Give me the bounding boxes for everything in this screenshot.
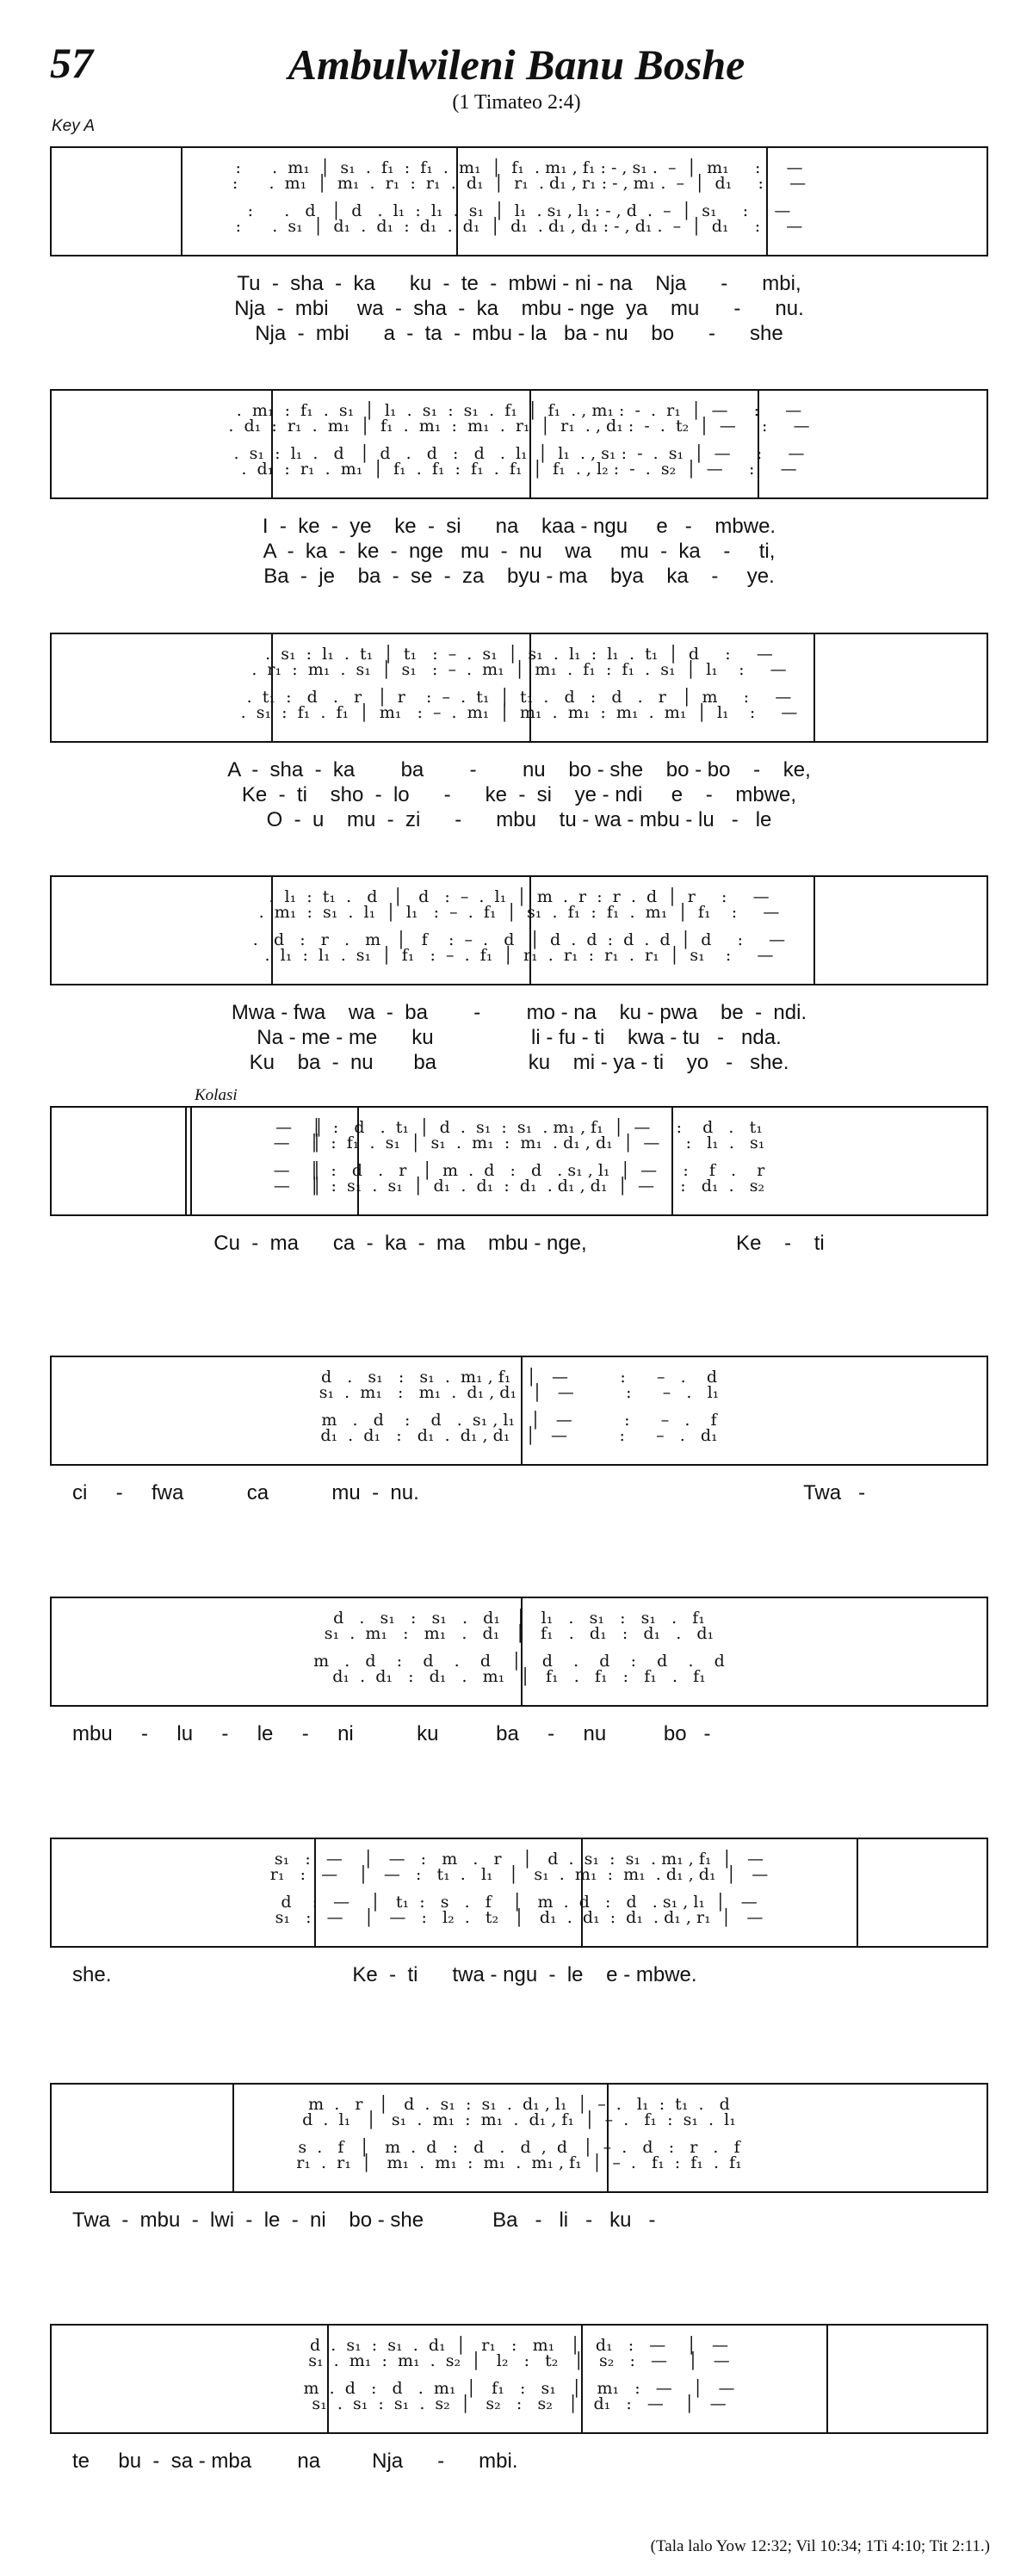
- solfa-voice-row: . m₁ : s₁ . l₁ │ l₁ : – . f₁ │ s₁ . f₁ : f₁ . m₁ │ f₁ : —: [258, 903, 780, 922]
- music-system: [50, 2083, 988, 2193]
- solfa-voice-row: s₁ . m₁ : m₁ . d₁ │ f₁ . d₁ : d₁ . d₁: [324, 1624, 714, 1643]
- lyrics-block: [50, 1000, 988, 1075]
- lyric-line: ci - fwa ca mu - nu. Twa -: [72, 1481, 866, 1504]
- footnote-references: (Tala lalo Yow 12:32; Vil 10:34; 1Ti 4:10; Tit 2:11.): [650, 2537, 990, 2555]
- music-system: [50, 1356, 988, 1466]
- solfa-voice-row: d . s₁ : s₁ . m₁ , f₁ │ — : – . d: [320, 1368, 718, 1387]
- solfa-voice-row: . m₁ : f₁ . s₁ │ l₁ . s₁ : s₁ . f₁ │ f₁ . , m₁ : - . r₁ │ — : —: [236, 401, 802, 420]
- solfa-voice-row: : . m₁ │ s₁ . f₁ : f₁ . m₁ │ f₁ . m₁ , f₁ : - , s₁ . – │ m₁ : —: [235, 158, 803, 177]
- solfa-voice-row: d . s₁ : s₁ . d₁ │ l₁ . s₁ : s₁ . f₁: [333, 1609, 705, 1628]
- lyric-line: Ba - je ba - se - za byu - ma bya ka - ye.: [263, 565, 775, 588]
- music-system: [50, 146, 988, 256]
- solfa-voice-row: m . d : d . s₁ , l₁ │ — : – . f: [321, 1411, 717, 1430]
- lyric-line: Cu - ma ca - ka - ma mbu - nge, Ke - ti: [213, 1232, 825, 1255]
- solfa-voice-row: s₁ . m₁ : m₁ . s₂ │ l₂ : t₂ │ s₂ : — │ —: [308, 2351, 730, 2370]
- chorus-label: Kolasi: [195, 1086, 238, 1104]
- music-system: [50, 633, 988, 743]
- solfa-voice-row: : . s₁ │ d₁ . d₁ : d₁ . d₁ │ d₁ . d₁ , d₁ : - , d₁ . – │ d₁ : —: [235, 217, 803, 236]
- solfa-voice-row: — ║ : f₁ . s₁ │ s₁ . m₁ : m₁ . d₁ , d₁ │ — : l₁ . s₁: [273, 1134, 765, 1152]
- hymn-title: Ambulwileni Banu Boshe: [288, 40, 745, 89]
- solfa-voice-row: m . d : d . m₁ │ f₁ : s₁ │ m₁ : — │ —: [303, 2379, 735, 2398]
- lyric-line: Tu - sha - ka ku - te - mbwi - ni - na Nja - mbi,: [237, 272, 801, 295]
- lyrics-block: [50, 1231, 988, 1256]
- lyric-line: Nja - mbi a - ta - mbu - la ba - nu bo - she: [255, 322, 783, 345]
- lyrics-block: [50, 2208, 988, 2233]
- solfa-voice-row: r₁ . r₁ │ m₁ . m₁ : m₁ . m₁ , f₁ │ – . f₁ : f₁ . f₁: [296, 2153, 742, 2172]
- music-system: [50, 1106, 988, 1216]
- lyrics-block: [50, 2449, 988, 2474]
- scripture-reference: (1 Timateo 2:4): [452, 91, 581, 114]
- solfa-voice-row: m . r │ d . s₁ : s₁ . d₁ , l₁ │ – . l₁ : t₁ . d: [308, 2095, 730, 2114]
- solfa-voice-row: d . s₁ : s₁ . d₁ │ r₁ : m₁ │ d₁ : — │ —: [309, 2336, 729, 2355]
- solfa-voice-row: — ║ : s₁ . s₁ │ d₁ . d₁ : d₁ . d₁ , d₁ │ — : d₁ . s₂: [273, 1177, 765, 1195]
- music-system: [50, 1597, 988, 1707]
- solfa-voice-row: . t₁ : d . r │ r : – . t₁ │ t₁ . d : d . r │ m : —: [246, 688, 792, 707]
- lyrics-block: [50, 757, 988, 832]
- lyrics-block: [50, 1721, 988, 1746]
- solfa-voice-row: . d : r . m │ f : – . d │ d . d : d . d │ d : —: [252, 930, 786, 949]
- music-system: [50, 2324, 988, 2434]
- solfa-voice-row: — ║ : d . r │ m . d : d . s₁ , l₁ │ — : f . r: [273, 1161, 765, 1180]
- lyric-line: I - ke - ye ke - si na kaa - ngu e - mbwe.: [262, 515, 776, 538]
- lyric-line: Ke - ti sho - lo - ke - si ye - ndi e - mbwe,: [241, 783, 797, 806]
- solfa-voice-row: : . m₁ │ m₁ . r₁ : r₁ . d₁ │ r₁ . d₁ , r₁ : - , m₁ . – │ d₁ : —: [232, 174, 807, 193]
- solfa-voice-row: s₁ . m₁ : m₁ . d₁ , d₁ │ — : – . l₁: [319, 1383, 720, 1402]
- solfa-voice-row: m . d : d . d │ d . d : d . d: [313, 1652, 725, 1671]
- solfa-voice-row: d₁ . d₁ : d₁ . d₁ , d₁ │ — : – . d₁: [320, 1426, 718, 1445]
- solfa-voice-row: . l₁ : t₁ . d │ d : – . l₁ │ m . r : r . d │ r : —: [269, 887, 770, 906]
- lyric-line: O - u mu - zi - mbu tu - wa - mbu - lu - le: [266, 808, 772, 831]
- solfa-voice-row: . s₁ : l₁ . d │ d . d : d . l₁ │ l₁ . , s₁ : - . s₁ │ — : —: [233, 444, 805, 463]
- lyric-line: she. Ke - ti twa - ngu - le e - mbwe.: [72, 1963, 697, 1986]
- lyric-line: Nja - mbi wa - sha - ka mbu - nge ya mu - nu.: [234, 297, 804, 320]
- solfa-voice-row: s₁ : — │ — : m . r │ d . s₁ : s₁ . m₁ , f₁ │ —: [274, 1850, 764, 1869]
- solfa-voice-row: . d₁ : r₁ . m₁ │ f₁ . f₁ : f₁ . f₁ │ f₁ . , l₂ : - . s₂ │ — : —: [241, 460, 797, 479]
- solfa-voice-row: s₁ : — │ — : l₂ . t₂ │ d₁ . d₁ : d₁ . d₁ , r₁ │ —: [275, 1908, 764, 1927]
- solfa-voice-row: — ║ : d . t₁ │ d . s₁ : s₁ . m₁ , f₁ │ — : d . t₁: [275, 1118, 763, 1137]
- lyrics-block: [50, 1480, 988, 1505]
- lyrics-block: [50, 1962, 988, 1987]
- solfa-voice-row: . l₁ : l₁ . s₁ │ f₁ : – . f₁ │ r₁ . r₁ : r₁ . r₁ │ s₁ : —: [264, 946, 774, 965]
- solfa-voice-row: r₁ : — │ — : t₁ . l₁ │ s₁ . m₁ : m₁ . d₁ , d₁ │ —: [269, 1865, 769, 1884]
- solfa-voice-row: d . l₁ │ s₁ . m₁ : m₁ . d₁ , f₁ │ – . f₁ : s₁ . l₁: [302, 2110, 736, 2129]
- solfa-voice-row: . r₁ : m₁ . s₁ │ s₁ : – . m₁ │ m₁ . f₁ : f₁ . s₁ │ l₁ : —: [251, 660, 787, 679]
- lyric-line: Twa - mbu - lwi - le - ni bo - she Ba - li - ku -: [72, 2208, 656, 2232]
- lyric-line: mbu - lu - le - ni ku ba - nu bo -: [72, 1722, 711, 1745]
- music-system: [50, 1838, 988, 1948]
- music-system: [50, 875, 988, 985]
- solfa-voice-row: s . f │ m . d : d . d , d │ – . d : r . f: [298, 2138, 740, 2157]
- solfa-voice-row: . s₁ : l₁ . t₁ │ t₁ : – . s₁ │ s₁ . l₁ : l₁ . t₁ │ d : —: [265, 645, 773, 664]
- lyrics-block: [50, 271, 988, 346]
- solfa-voice-row: d₁ . d₁ : d₁ . m₁ │ f₁ . f₁ : f₁ . f₁: [332, 1667, 706, 1686]
- lyric-line: Mwa - fwa wa - ba - mo - na ku - pwa be - ndi.: [231, 1001, 807, 1024]
- solfa-voice-row: s₁ . s₁ : s₁ . s₂ │ s₂ : s₂ │ d₁ : — │ —: [312, 2394, 727, 2413]
- music-system: [50, 389, 988, 499]
- solfa-voice-row: d : — │ t₁ : s . f │ m . d : d . s₁ , l₁ │ —: [281, 1893, 758, 1912]
- lyric-line: Na - me - me ku li - fu - ti kwa - tu - nda.: [257, 1026, 782, 1049]
- lyric-line: Ku ba - nu ba ku mi - ya - ti yo - she.: [249, 1051, 789, 1074]
- solfa-voice-row: . d₁ : r₁ . m₁ │ f₁ . m₁ : m₁ . r₁ │ r₁ . , d₁ : - . t₂ │ — : —: [228, 417, 810, 436]
- lyric-line: A - ka - ke - nge mu - nu wa mu - ka - ti,: [263, 540, 776, 563]
- lyric-line: te bu - sa - mba na Nja - mbi.: [72, 2449, 518, 2473]
- key-signature: Key A: [52, 117, 95, 135]
- solfa-voice-row: . s₁ : f₁ . f₁ │ m₁ : – . m₁ │ m₁ . m₁ : m₁ . m₁ │ l₁ : —: [240, 703, 798, 722]
- lyric-line: A - sha - ka ba - nu bo - she bo - bo - ke,: [227, 758, 811, 781]
- solfa-voice-row: : . d │ d . l₁ : l₁ . s₁ │ l₁ . s₁ , l₁ : - , d . – │ s₁ : —: [247, 201, 791, 220]
- lyrics-block: [50, 514, 988, 589]
- hymn-number: 57: [50, 39, 93, 87]
